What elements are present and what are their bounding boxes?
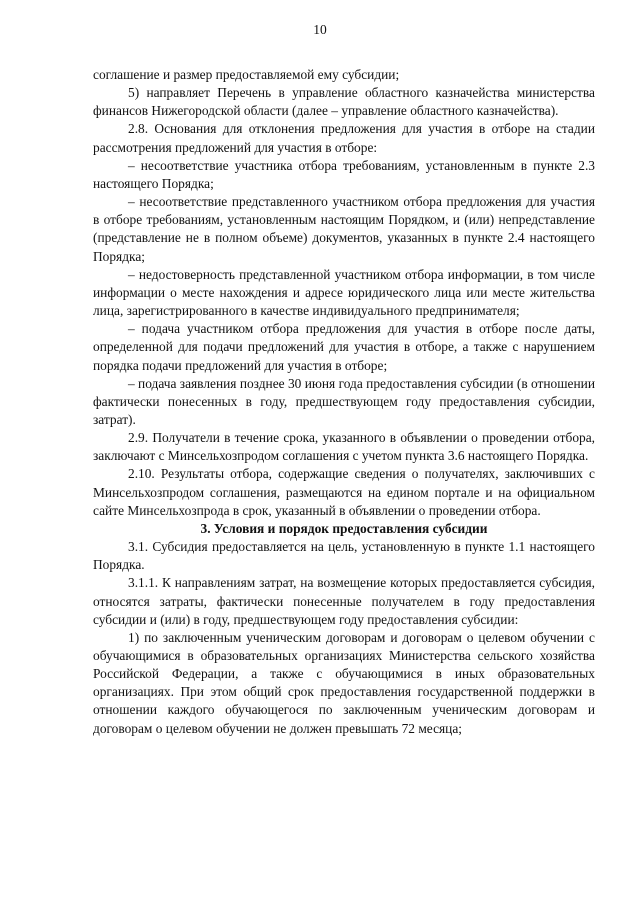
document-body	[93, 66, 595, 738]
paragraph: соглашение и размер предоставляемой ему субсидии;	[93, 67, 400, 82]
paragraph: – подача участником отбора предложения для участия в отборе после даты, определенной для подачи предложений для участия в отборе, а также с нарушением порядка подачи предложений для участия в отборе;	[93, 321, 595, 373]
section-heading: 3. Условия и порядок предоставления субсидии	[200, 520, 488, 536]
paragraph: 1) по заключенным ученическим договорам и договорам о целевом обучении с обучающимися в образовательных организациях Министерства сельского хозяйства Российской Федерации, а также с обучающимися в иных образовательных организациях. При этом общий срок предоставления государственной поддержки в отношении каждого обучающегося по заключенным ученическим договорам и договорам о целевом обучении не должен превышать 72 месяца;	[93, 629, 595, 736]
paragraph: – несоответствие представленного участником отбора предложения для участия в отборе требованиям, установленным настоящим Порядком, и (или) непредставление (представление не в полном объеме) документов, указанных в пункте 2.4 настоящего Порядка;	[93, 194, 595, 264]
page-number: 10	[313, 22, 327, 37]
paragraph: 2.10. Результаты отбора, содержащие сведения о получателях, заключивших с Минсельхозпродом соглашения, размещаются на едином портале и на официальном сайте Минсельхозпрода в срок, указанный в объявлении о проведении отбора.	[93, 466, 595, 518]
paragraph: 3.1.1. К направлениям затрат, на возмещение которых предоставляется субсидия, относятся затраты, фактически понесенные получателем в году предоставления субсидии и (или) в году, предшествующем году предоставления субсидии:	[93, 575, 595, 627]
paragraph: 2.9. Получатели в течение срока, указанного в объявлении о проведении отбора, заключают с Минсельхозпродом соглашения с учетом пункта 3.6 настоящего Порядка.	[93, 430, 595, 464]
paragraph: – подача заявления позднее 30 июня года предоставления субсидии (в отношении фактически понесенных в году, предшествующем году предоставления субсидии, затрат).	[93, 375, 595, 427]
paragraph: 3.1. Субсидия предоставляется на цель, установленную в пункте 1.1 настоящего Порядка.	[93, 539, 595, 573]
paragraphs-top	[93, 66, 595, 520]
paragraph: – несоответствие участника отбора требованиям, установленным в пункте 2.3 настоящего Порядка;	[93, 157, 595, 191]
paragraph: 5) направляет Перечень в управление областного казначейства министерства финансов Нижегородской области (далее – управление областного казначейства).	[93, 85, 595, 119]
paragraph: 2.8. Основания для отклонения предложения для участия в отборе на стадии рассмотрения предложений для участия в отборе:	[93, 121, 595, 155]
paragraph: – недостоверность представленной участником отбора информации, в том числе информации о месте нахождения и адресе юридического лица или месте жительства лица, зарегистрированного в качестве индивидуального предпринимателя;	[93, 266, 595, 319]
paragraphs-bottom	[93, 538, 595, 738]
